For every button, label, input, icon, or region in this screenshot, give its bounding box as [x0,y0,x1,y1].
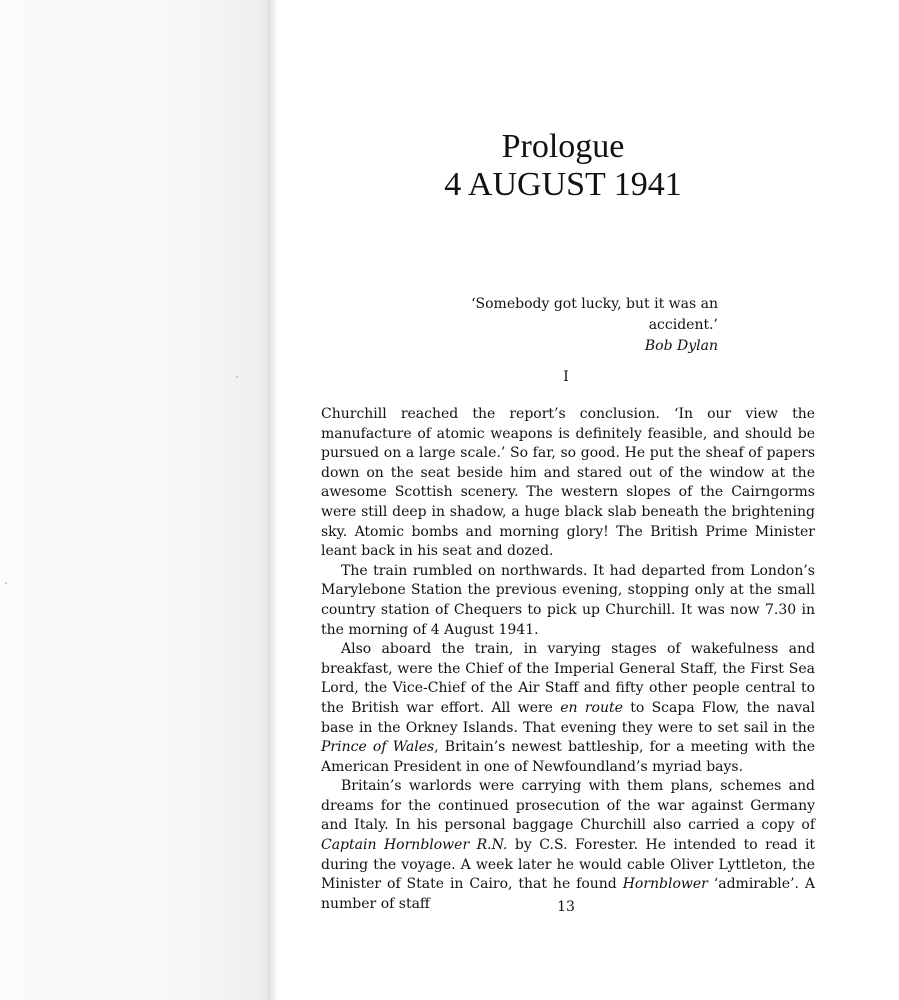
left-blank-page [0,0,270,1000]
paragraph-3-italic-ship: Prince of Wales [321,739,435,756]
paragraph-4-text: ‘admirable’. A number of staff [321,876,816,912]
paragraph-3-text: , Britain’s newest battleship, for a meeting with the American President in one of Newfoundland’s myriad bays. [321,739,815,775]
page-number: 13 [557,899,575,915]
epigraph-quote: ‘Somebody got lucky, but it was an accident.’ [471,296,718,333]
paragraph-3-text: to Scapa Flow, the naval base in the Orkney Islands. That evening they were to set sail in the [321,699,815,736]
paragraph-3-text: Also aboard the train, in varying stages of wakefulness and breakfast, were the Chief of the Imperial General Staff, the First Sea Lord, the Vice-Chief of the Air Staff and fifty other people central to the British war effort. All were [321,641,815,716]
paper-speck [5,582,7,584]
section-number: I [563,369,569,385]
paragraph-2: The train rumbled on northwards. It had departed from London’s Marylebone Station the previous evening, stopping only at the small country station of Chequers to pick up Churchill. It was now 7.30 in the morning of 4 August 1941. [321,562,815,638]
right-page [278,0,899,1000]
paragraph-4-text: by C.S. Forester. He intended to read it during the voyage. A week later he would cable Oliver Lyttleton, the Minister of State in Cairo, that he found [321,837,816,893]
chapter-title [278,128,848,204]
paper-speck [236,376,238,378]
paragraph-4-italic-hornblower: Hornblower [622,876,708,893]
paragraph-4 [321,777,815,914]
book-gutter [268,0,278,1000]
chapter-title-date: 4 AUGUST 1941 [444,166,682,203]
paragraph-4-text: Britain’s warlords were carrying with them plans, schemes and dreams for the continued prosecution of the war against Germany and Italy. In his personal baggage Churchill also carried a copy of [321,778,815,834]
epigraph-author: Bob Dylan [644,338,718,354]
epigraph [418,294,718,357]
paragraph-4-italic-book: Captain Hornblower R.N. [321,837,508,854]
paragraph-1: Churchill reached the report’s conclusion. ‘In our view the manufacture of atomic weapons is definitely feasible, and should be pursued on a large scale.’ So far, so good. He put the sheaf of papers down on the seat beside him and stared out of the window at the awesome Scottish scenery. The western slopes of the Cairngorms were still deep in shadow, a huge black slab beneath the brightening sky. Atomic bombs and morning glory! The British Prime Minister leant back in his seat and dozed. [321,406,815,560]
paragraph-3 [321,640,815,777]
paragraph-3-italic-en-route: en route [560,699,623,716]
body-text [321,405,815,914]
chapter-title-prologue: Prologue [501,128,625,165]
